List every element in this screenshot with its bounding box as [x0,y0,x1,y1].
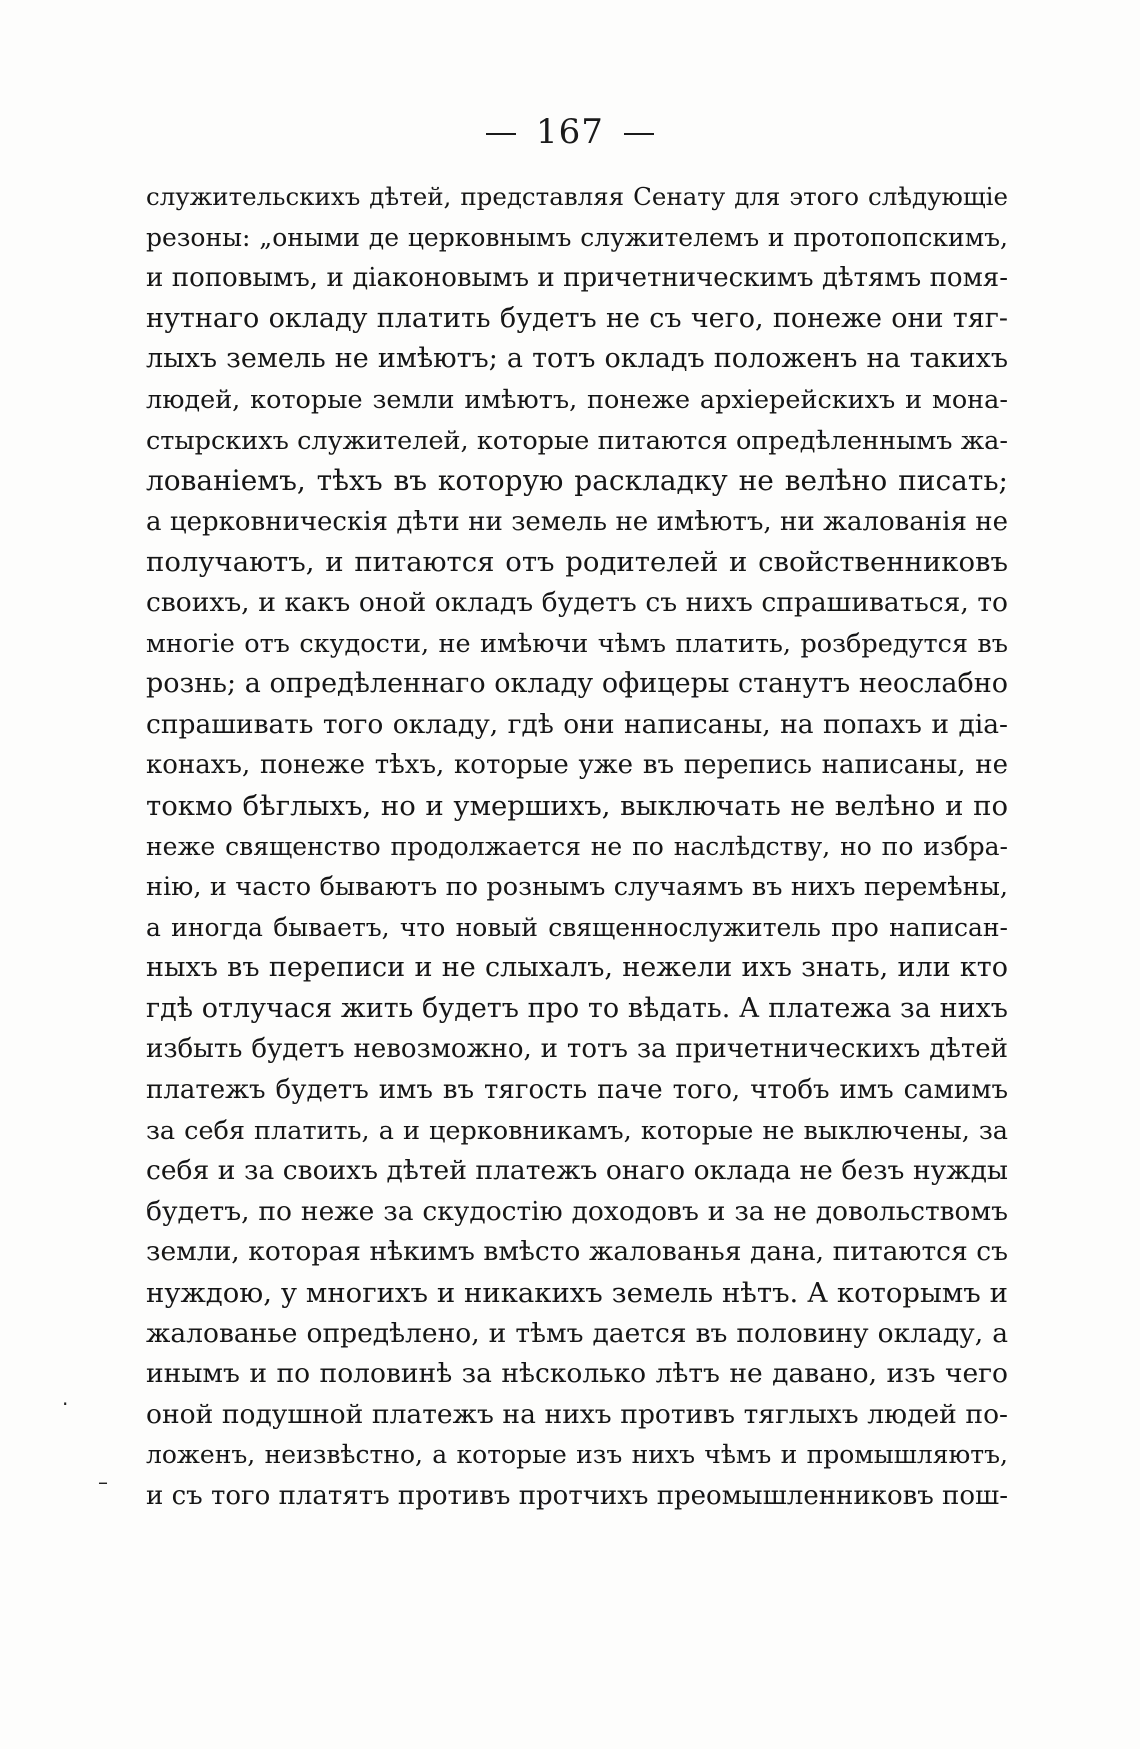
text-line: стырскихъ служителей, которые питаются опредѣленнымъ жа- [146,425,1008,456]
text-line: нутнаго окладу платить будетъ не съ чего, понеже они тяг- [146,302,1008,334]
header-dash-left [486,133,516,135]
margin-dot-mark: · [62,1392,69,1416]
text-line: земли, которая нѣкимъ вмѣсто жалованья дана, питаются съ [146,1236,1008,1268]
text-line: нуждою, у многихъ и никакихъ земель нѣтъ. А которымъ и [146,1277,1008,1310]
text-line: гдѣ отлучася жить будетъ про то вѣдать. А платежа за нихъ [146,992,1008,1024]
text-line: получаютъ, и питаются отъ родителей и свойственниковъ [146,546,1008,579]
text-line: будетъ, по неже за скудостію доходовъ и за не довольствомъ [146,1195,1008,1227]
text-line: ложенъ, неизвѣстно, а которые изъ нихъ чѣмъ и промышляютъ, [146,1440,1008,1470]
text-line: и съ того платятъ противъ протчихъ преомышленниковъ пош- [146,1481,1008,1511]
text-line: людей, которые земли имѣютъ, понеже архіерейскихъ и мона- [146,384,1008,415]
text-line: своихъ, и какъ оной окладъ будетъ съ нихъ спрашиваться, то [146,586,1008,618]
text-line: лованіемъ, тѣхъ въ которую раскладку не велѣно писать; [146,464,1008,498]
text-line: а иногда бываетъ, что новый священнослужитель про написан- [146,912,1008,942]
text-line: конахъ, понеже тѣхъ, которые уже въ перепись написаны, не [146,750,1008,781]
text-line: избыть будетъ невозможно, и тотъ за причетническихъ дѣтей [146,1034,1008,1065]
text-line: лыхъ земель не имѣютъ; а тотъ окладъ положенъ на такихъ [146,343,1008,375]
text-line: за себя платить, а и церковникамъ, которые не выключены, за [146,1115,1008,1146]
text-line: многіе отъ скудости, не имѣючи чѣмъ платить, розбредутся въ [146,628,1008,659]
header-dash-right [624,133,654,135]
page-body [146,177,1008,1517]
page-header [0,112,1140,152]
text-line: нію, и часто бываютъ по рознымъ случаямъ въ нихъ перемѣны, [146,872,1008,903]
text-line: токмо бѣглыхъ, но и умершихъ, выключать не велѣно и по [146,789,1008,822]
text-line: спрашивать того окладу, гдѣ они написаны, на попахъ и діа- [146,708,1008,740]
margin-dash-mark: – [98,1470,108,1494]
page-number: 167 [536,112,604,152]
text-line: и поповымъ, и діаконовымъ и причетническимъ дѣтямъ помя- [146,263,1008,294]
text-line: жалованье опредѣлено, и тѣмъ дается въ половину окладу, а [146,1317,1008,1349]
text-line: ныхъ въ переписи и не слыхалъ, нежели ихъ знать, или кто [146,952,1008,984]
text-line: резоны: „оными де церковнымъ служителемъ и протопопскимъ, [146,222,1008,252]
text-line: себя и за своихъ дѣтей платежъ онаго оклада не безъ нужды [146,1155,1008,1187]
text-line: неже священство продолжается не по наслѣдству, но по избра- [146,831,1008,861]
text-line: рознь; а опредѣленнаго окладу офицеры станутъ неослабно [146,668,1008,700]
text-line: платежъ будетъ имъ въ тягость паче того, чтобъ имъ самимъ [146,1075,1008,1106]
text-line: оной подушной платежъ на нихъ противъ тяглыхъ людей по- [146,1398,1008,1430]
text-line: инымъ и по половинѣ за нѣсколько лѣтъ не давано, изъ чего [146,1358,1008,1390]
text-line: служительскихъ дѣтей, представляя Сенату для этого слѣдующіе [146,182,1008,211]
text-line: а церковническія дѣти ни земель не имѣютъ, ни жалованія не [146,506,1008,537]
